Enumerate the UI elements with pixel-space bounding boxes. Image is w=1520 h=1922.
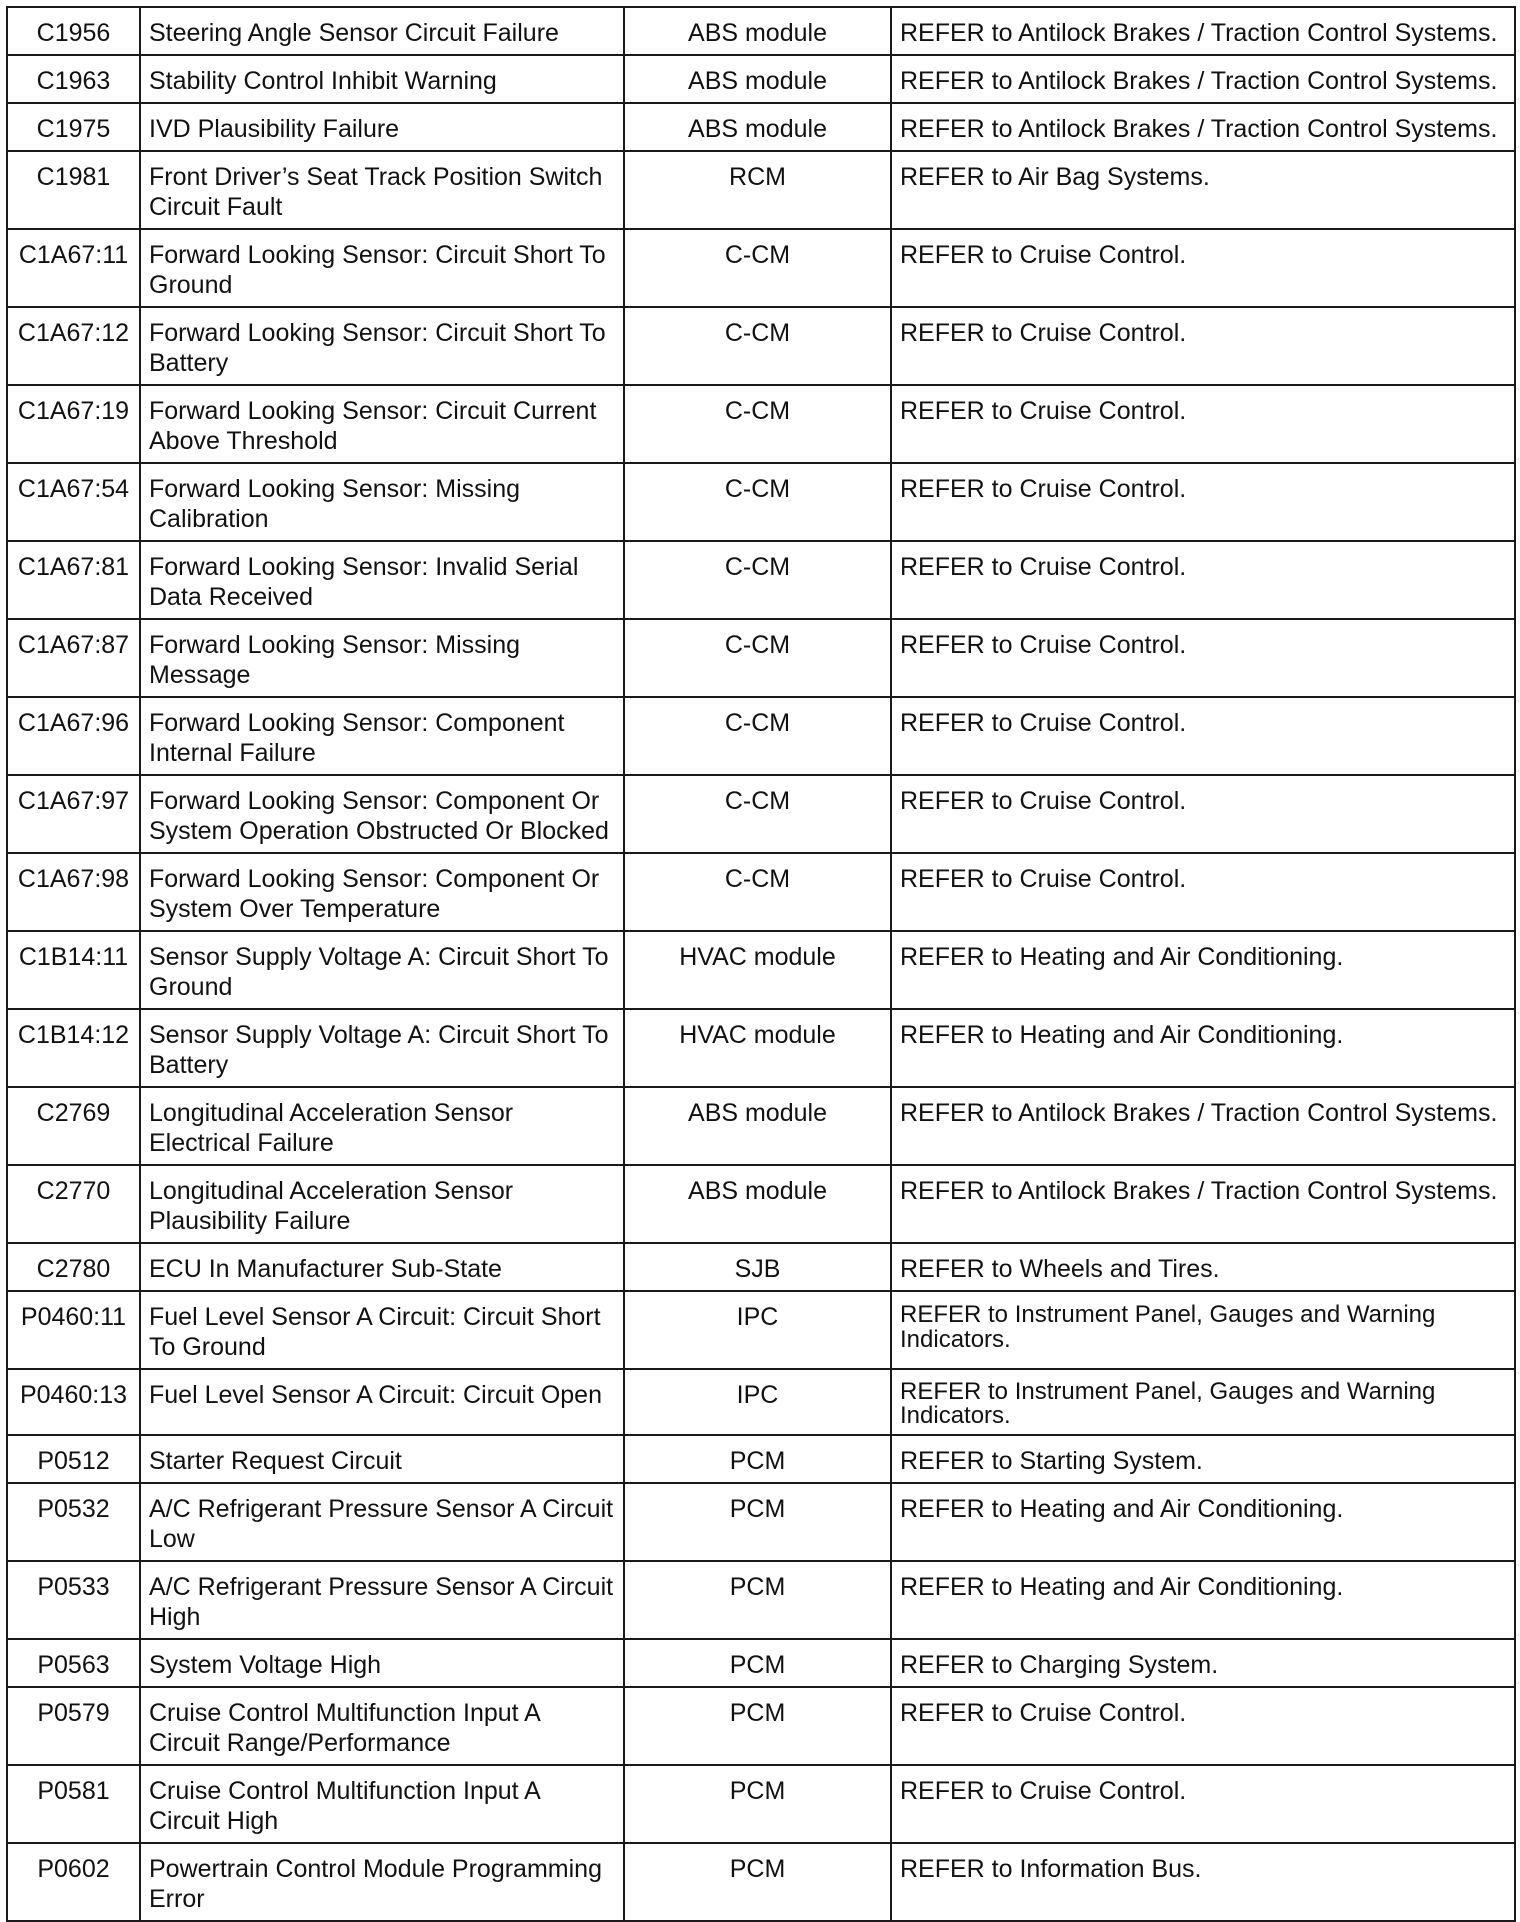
table-row xyxy=(7,7,1515,55)
dtc-code: P0602 xyxy=(7,1843,140,1921)
dtc-code: C2769 xyxy=(7,1087,140,1165)
dtc-module: ABS module xyxy=(624,1087,891,1165)
table-row xyxy=(7,1765,1515,1843)
table-row xyxy=(7,931,1515,1009)
dtc-action: REFER to Heating and Air Conditioning. xyxy=(891,1009,1515,1087)
table-row xyxy=(7,619,1515,697)
dtc-action: REFER to Antilock Brakes / Traction Control Systems. xyxy=(891,1165,1515,1243)
dtc-description: Forward Looking Sensor: Missing Message xyxy=(140,619,624,697)
table-row xyxy=(7,541,1515,619)
dtc-action: REFER to Cruise Control. xyxy=(891,541,1515,619)
dtc-module: SJB xyxy=(624,1243,891,1291)
dtc-action: REFER to Information Bus. xyxy=(891,1843,1515,1921)
dtc-module: PCM xyxy=(624,1483,891,1561)
dtc-module: C-CM xyxy=(624,619,891,697)
dtc-action: REFER to Heating and Air Conditioning. xyxy=(891,1561,1515,1639)
table-row xyxy=(7,55,1515,103)
table-row xyxy=(7,775,1515,853)
dtc-action: REFER to Cruise Control. xyxy=(891,775,1515,853)
dtc-action: REFER to Cruise Control. xyxy=(891,1687,1515,1765)
dtc-action: REFER to Heating and Air Conditioning. xyxy=(891,931,1515,1009)
table-row xyxy=(7,1291,1515,1369)
dtc-action: REFER to Antilock Brakes / Traction Control Systems. xyxy=(891,1087,1515,1165)
dtc-module: PCM xyxy=(624,1843,891,1921)
table-row xyxy=(7,1087,1515,1165)
table-row xyxy=(7,1165,1515,1243)
dtc-module: PCM xyxy=(624,1435,891,1483)
dtc-code: P0563 xyxy=(7,1639,140,1687)
dtc-description: Fuel Level Sensor A Circuit: Circuit Open xyxy=(140,1369,624,1435)
dtc-description: A/C Refrigerant Pressure Sensor A Circuit Low xyxy=(140,1483,624,1561)
dtc-code: C1A67:87 xyxy=(7,619,140,697)
dtc-description: Forward Looking Sensor: Missing Calibration xyxy=(140,463,624,541)
dtc-code: C1A67:96 xyxy=(7,697,140,775)
dtc-module: ABS module xyxy=(624,7,891,55)
dtc-module: RCM xyxy=(624,151,891,229)
dtc-code: C2780 xyxy=(7,1243,140,1291)
dtc-code: P0460:11 xyxy=(7,1291,140,1369)
dtc-module: C-CM xyxy=(624,229,891,307)
dtc-description: Cruise Control Multifunction Input A Circuit High xyxy=(140,1765,624,1843)
dtc-module: HVAC module xyxy=(624,931,891,1009)
dtc-module: ABS module xyxy=(624,103,891,151)
dtc-description: IVD Plausibility Failure xyxy=(140,103,624,151)
dtc-code: C1B14:11 xyxy=(7,931,140,1009)
table-row xyxy=(7,853,1515,931)
dtc-module: C-CM xyxy=(624,385,891,463)
dtc-description: Fuel Level Sensor A Circuit: Circuit Short To Ground xyxy=(140,1291,624,1369)
dtc-description: Steering Angle Sensor Circuit Failure xyxy=(140,7,624,55)
dtc-code: P0532 xyxy=(7,1483,140,1561)
dtc-action: REFER to Instrument Panel, Gauges and Warning Indicators. xyxy=(891,1291,1515,1369)
dtc-code: C1A67:19 xyxy=(7,385,140,463)
dtc-action: REFER to Wheels and Tires. xyxy=(891,1243,1515,1291)
dtc-action: REFER to Antilock Brakes / Traction Control Systems. xyxy=(891,55,1515,103)
dtc-action: REFER to Cruise Control. xyxy=(891,697,1515,775)
dtc-code: C1981 xyxy=(7,151,140,229)
table-row xyxy=(7,1561,1515,1639)
dtc-code: C2770 xyxy=(7,1165,140,1243)
dtc-code: C1963 xyxy=(7,55,140,103)
dtc-module: ABS module xyxy=(624,1165,891,1243)
table-row xyxy=(7,1639,1515,1687)
dtc-action: REFER to Antilock Brakes / Traction Control Systems. xyxy=(891,7,1515,55)
dtc-description: Forward Looking Sensor: Component Internal Failure xyxy=(140,697,624,775)
dtc-description: Powertrain Control Module Programming Error xyxy=(140,1843,624,1921)
dtc-module: PCM xyxy=(624,1687,891,1765)
dtc-code: P0512 xyxy=(7,1435,140,1483)
dtc-description: Sensor Supply Voltage A: Circuit Short To Battery xyxy=(140,1009,624,1087)
table-row xyxy=(7,463,1515,541)
table-row xyxy=(7,1243,1515,1291)
dtc-description: Forward Looking Sensor: Component Or System Over Temperature xyxy=(140,853,624,931)
dtc-table xyxy=(6,6,1516,1922)
dtc-description: Starter Request Circuit xyxy=(140,1435,624,1483)
dtc-action: REFER to Cruise Control. xyxy=(891,463,1515,541)
dtc-code: C1A67:81 xyxy=(7,541,140,619)
table-row xyxy=(7,229,1515,307)
dtc-description: Cruise Control Multifunction Input A Circuit Range/Performance xyxy=(140,1687,624,1765)
dtc-description: Longitudinal Acceleration Sensor Electrical Failure xyxy=(140,1087,624,1165)
table-row xyxy=(7,385,1515,463)
dtc-code: C1A67:98 xyxy=(7,853,140,931)
dtc-description: Sensor Supply Voltage A: Circuit Short To Ground xyxy=(140,931,624,1009)
dtc-action: REFER to Instrument Panel, Gauges and Warning Indicators. xyxy=(891,1369,1515,1435)
dtc-code: C1A67:12 xyxy=(7,307,140,385)
dtc-module: HVAC module xyxy=(624,1009,891,1087)
table-row xyxy=(7,1369,1515,1435)
dtc-module: IPC xyxy=(624,1291,891,1369)
dtc-action: REFER to Antilock Brakes / Traction Control Systems. xyxy=(891,103,1515,151)
dtc-module: C-CM xyxy=(624,463,891,541)
dtc-description: Front Driver’s Seat Track Position Switch Circuit Fault xyxy=(140,151,624,229)
dtc-description: Forward Looking Sensor: Invalid Serial Data Received xyxy=(140,541,624,619)
table-row xyxy=(7,1843,1515,1921)
dtc-code: P0533 xyxy=(7,1561,140,1639)
dtc-action: REFER to Cruise Control. xyxy=(891,853,1515,931)
table-row xyxy=(7,1687,1515,1765)
dtc-code: C1956 xyxy=(7,7,140,55)
dtc-code: C1A67:97 xyxy=(7,775,140,853)
table-row xyxy=(7,697,1515,775)
dtc-module: IPC xyxy=(624,1369,891,1435)
dtc-module: C-CM xyxy=(624,307,891,385)
dtc-module: PCM xyxy=(624,1765,891,1843)
dtc-description: Forward Looking Sensor: Component Or System Operation Obstructed Or Blocked xyxy=(140,775,624,853)
table-row xyxy=(7,1009,1515,1087)
dtc-description: Forward Looking Sensor: Circuit Short To Battery xyxy=(140,307,624,385)
dtc-description: ECU In Manufacturer Sub-State xyxy=(140,1243,624,1291)
dtc-description: System Voltage High xyxy=(140,1639,624,1687)
dtc-description: Stability Control Inhibit Warning xyxy=(140,55,624,103)
dtc-module: C-CM xyxy=(624,853,891,931)
dtc-module: C-CM xyxy=(624,541,891,619)
table-row xyxy=(7,1435,1515,1483)
table-row xyxy=(7,1483,1515,1561)
dtc-code: P0579 xyxy=(7,1687,140,1765)
dtc-description: A/C Refrigerant Pressure Sensor A Circuit High xyxy=(140,1561,624,1639)
dtc-code: C1A67:11 xyxy=(7,229,140,307)
dtc-module: PCM xyxy=(624,1561,891,1639)
dtc-action: REFER to Cruise Control. xyxy=(891,619,1515,697)
dtc-module: C-CM xyxy=(624,775,891,853)
dtc-action: REFER to Starting System. xyxy=(891,1435,1515,1483)
dtc-description: Longitudinal Acceleration Sensor Plausibility Failure xyxy=(140,1165,624,1243)
dtc-module: C-CM xyxy=(624,697,891,775)
dtc-action: REFER to Cruise Control. xyxy=(891,1765,1515,1843)
dtc-code: C1975 xyxy=(7,103,140,151)
table-row xyxy=(7,103,1515,151)
table-row xyxy=(7,307,1515,385)
dtc-code: C1B14:12 xyxy=(7,1009,140,1087)
dtc-description: Forward Looking Sensor: Circuit Short To Ground xyxy=(140,229,624,307)
dtc-action: REFER to Heating and Air Conditioning. xyxy=(891,1483,1515,1561)
dtc-action: REFER to Charging System. xyxy=(891,1639,1515,1687)
dtc-description: Forward Looking Sensor: Circuit Current Above Threshold xyxy=(140,385,624,463)
dtc-action: REFER to Air Bag Systems. xyxy=(891,151,1515,229)
dtc-code: P0460:13 xyxy=(7,1369,140,1435)
dtc-action: REFER to Cruise Control. xyxy=(891,385,1515,463)
table-row xyxy=(7,151,1515,229)
dtc-action: REFER to Cruise Control. xyxy=(891,229,1515,307)
dtc-code: P0581 xyxy=(7,1765,140,1843)
dtc-code: C1A67:54 xyxy=(7,463,140,541)
dtc-module: ABS module xyxy=(624,55,891,103)
dtc-action: REFER to Cruise Control. xyxy=(891,307,1515,385)
dtc-module: PCM xyxy=(624,1639,891,1687)
